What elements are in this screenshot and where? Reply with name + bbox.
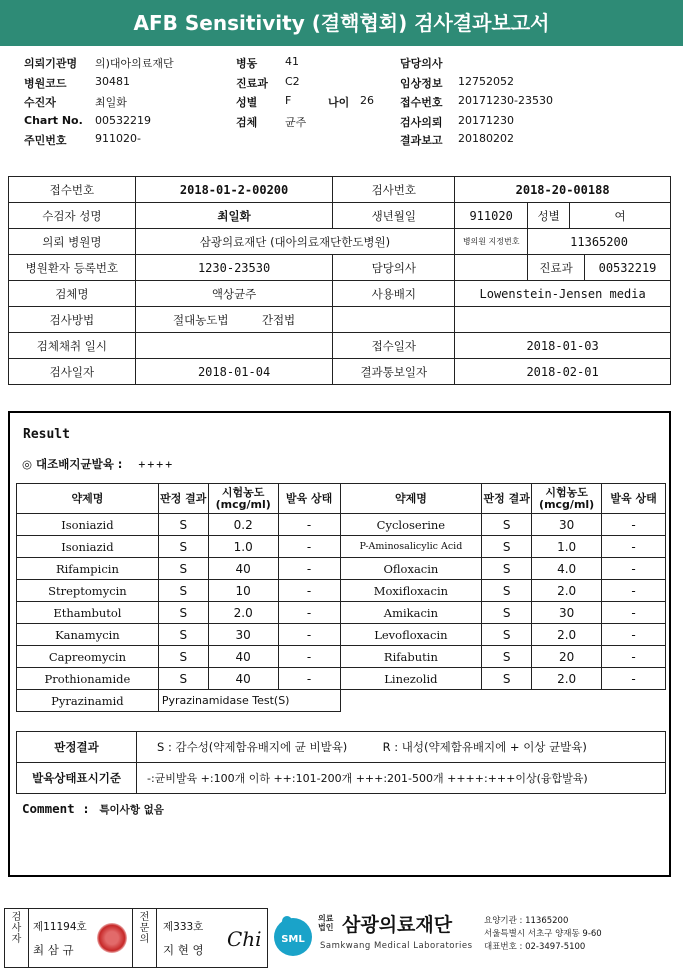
header-drug: 약제명 — [340, 484, 482, 514]
control-growth — [22, 456, 174, 472]
org-english: Samkwang Medical Laboratories — [320, 941, 473, 951]
header-label: 임상정보 — [400, 77, 443, 90]
judge-result: S — [482, 602, 532, 624]
growth-status: - — [602, 514, 666, 536]
header-label: Chart No. — [24, 114, 83, 127]
judge-result: S — [482, 580, 532, 602]
doctor — [455, 255, 528, 281]
label: 진료과 — [528, 255, 585, 281]
receipt-date: 2018-01-03 — [455, 333, 671, 359]
concentration: 2.0 — [532, 668, 602, 690]
drug-row — [17, 536, 666, 558]
legend-growth-label: 발육상태표시기준 — [17, 763, 137, 794]
control-label: ◎ 대조배지균발육 : — [22, 457, 123, 471]
growth-status: - — [602, 624, 666, 646]
pza-drug: Pyrazinamid — [17, 690, 159, 712]
header-judge: 판정 결과 — [158, 484, 208, 514]
report-date: 2018-02-01 — [455, 359, 671, 385]
drug-name: Capreomycin — [17, 646, 159, 668]
header-value: 41 — [285, 55, 299, 68]
header-value: 최일화 — [95, 96, 127, 109]
judge-result: S — [158, 536, 208, 558]
growth-status: - — [602, 536, 666, 558]
header-value: 20171230 — [458, 114, 514, 127]
header-value: 12752052 — [458, 75, 514, 88]
test-date: 2018-01-04 — [135, 359, 333, 385]
header-value: 20171230-23530 — [458, 94, 553, 107]
growth-status: - — [278, 580, 340, 602]
header-value: 의)대아의료재단 — [95, 57, 174, 70]
growth-status: - — [278, 602, 340, 624]
header-label: 검사의뢰 — [400, 116, 443, 129]
header-label: 병원코드 — [24, 77, 67, 90]
drug-row — [17, 558, 666, 580]
org-small: 의료 법인 — [318, 914, 334, 932]
blank — [455, 307, 671, 333]
hospital-name: 삼광의료재단 (대아의료재단한도병원) — [135, 229, 454, 255]
drug-name: Linezolid — [340, 668, 482, 690]
header-drug: 약제명 — [17, 484, 159, 514]
blank — [333, 307, 455, 333]
growth-status: - — [278, 558, 340, 580]
header-label: 나이 — [328, 96, 350, 109]
seal-stamp — [97, 923, 127, 953]
judge-result: S — [482, 558, 532, 580]
confirmer-cell — [157, 909, 267, 967]
header-label: 의뢰기관명 — [24, 57, 78, 70]
concentration: 4.0 — [532, 558, 602, 580]
drug-name: Isoniazid — [17, 536, 159, 558]
label: 검체명 — [9, 281, 136, 307]
method-indirect: 간접법 — [261, 312, 296, 327]
header-label: 병동 — [236, 57, 258, 70]
label: 의뢰 병원명 — [9, 229, 136, 255]
concentration: 1.0 — [208, 536, 278, 558]
drug-name: Rifampicin — [17, 558, 159, 580]
judge-result: S — [158, 558, 208, 580]
birth-date: 911020 — [455, 203, 528, 229]
sml-logo-icon — [272, 912, 314, 958]
control-value: ++++ — [138, 457, 175, 471]
drug-row — [17, 668, 666, 690]
concentration: 40 — [208, 558, 278, 580]
susceptibility-table — [16, 483, 666, 712]
test-method — [135, 307, 333, 333]
judge-result: S — [158, 602, 208, 624]
label: 병의원 지정번호 — [455, 229, 528, 255]
drug-name: Amikacin — [340, 602, 482, 624]
org-code: 요양기관 : 11365200 — [484, 916, 569, 926]
growth-status: - — [278, 668, 340, 690]
growth-status: - — [602, 580, 666, 602]
concentration: 20 — [532, 646, 602, 668]
drug-row — [17, 602, 666, 624]
label: 접수일자 — [333, 333, 455, 359]
legend-judge-label: 판정결과 — [17, 732, 137, 763]
medium: Lowenstein-Jensen media — [455, 281, 671, 307]
examiner-number: 제11194호 — [33, 921, 87, 933]
header-value: F — [285, 94, 292, 107]
label: 결과통보일자 — [333, 359, 455, 385]
header-conc: 시험농도 (mcg/ml) — [208, 484, 278, 514]
label: 사용배지 — [333, 281, 455, 307]
department: 00532219 — [585, 255, 671, 281]
blank — [340, 690, 666, 712]
label: 검사방법 — [9, 307, 136, 333]
header-label: 성별 — [236, 96, 258, 109]
header-label: 접수번호 — [400, 96, 443, 109]
header-judge: 판정 결과 — [482, 484, 532, 514]
concentration: 0.2 — [208, 514, 278, 536]
signature-block — [4, 908, 268, 968]
judge-result: S — [158, 580, 208, 602]
header-label: 검체 — [236, 116, 258, 129]
examiner-name: 최 삼 규 — [33, 943, 74, 957]
judge-result: S — [482, 536, 532, 558]
growth-status: - — [278, 536, 340, 558]
drug-row — [17, 514, 666, 536]
header-value: 26 — [360, 94, 374, 107]
examiner-label-cell — [5, 909, 29, 967]
drug-name: Cycloserine — [340, 514, 482, 536]
growth-status: - — [602, 558, 666, 580]
growth-status: - — [278, 624, 340, 646]
confirmer-label-cell — [133, 909, 157, 967]
comment-label: Comment : — [22, 801, 90, 816]
label: 병원환자 등록번호 — [9, 255, 136, 281]
legend-growth: -:균비발육 +:100개 이하 ++:101-200개 +++:201-500개 ++++:+++이상(융합발육) — [137, 763, 666, 794]
comment — [22, 801, 164, 817]
judge-result: S — [482, 646, 532, 668]
header-value: 20180202 — [458, 132, 514, 145]
concentration: 10 — [208, 580, 278, 602]
drug-name: Streptomycin — [17, 580, 159, 602]
concentration: 2.0 — [208, 602, 278, 624]
growth-status: - — [278, 646, 340, 668]
comment-text: 특이사항 없음 — [99, 804, 164, 816]
label: 검사번호 — [333, 177, 455, 203]
label: 성별 — [528, 203, 570, 229]
label: 검체채취 일시 — [9, 333, 136, 359]
label: 생년월일 — [333, 203, 455, 229]
judge-result: S — [158, 668, 208, 690]
concentration: 30 — [532, 602, 602, 624]
org-phone: 대표번호 : 02-3497-5100 — [484, 942, 586, 952]
header-growth: 발육 상태 — [278, 484, 340, 514]
method-absolute: 절대농도법 — [172, 312, 229, 327]
concentration: 1.0 — [532, 536, 602, 558]
specimen: 액상균주 — [135, 281, 333, 307]
header-value: 30481 — [95, 75, 130, 88]
examiner-label: 검 사 자 — [11, 912, 22, 945]
drug-name: Kanamycin — [17, 624, 159, 646]
header-conc: 시험농도 (mcg/ml) — [532, 484, 602, 514]
growth-status: - — [602, 602, 666, 624]
header-value: 911020- — [95, 132, 141, 145]
drug-name: P-Aminosalicylic Acid — [340, 536, 482, 558]
judge-result: S — [482, 624, 532, 646]
judge-result: S — [158, 646, 208, 668]
reception-number: 2018-01-2-00200 — [135, 177, 333, 203]
judge-result: S — [158, 624, 208, 646]
label: 검사일자 — [9, 359, 136, 385]
result-title: Result — [23, 427, 70, 442]
confirmer-label: 전 문 의 — [139, 912, 150, 945]
growth-status: - — [602, 646, 666, 668]
sex: 여 — [570, 203, 671, 229]
growth-status: - — [278, 514, 340, 536]
concentration: 30 — [208, 624, 278, 646]
legend-s: S : 감수성(약제함유배지에 균 비발육) — [157, 740, 348, 754]
header-value: 균주 — [285, 116, 307, 129]
header-label: 진료과 — [236, 77, 268, 90]
org-address: 서울특별시 서초구 양재동 9-60 — [484, 929, 602, 939]
report-title: AFB Sensitivity (결핵협회) 검사결과보고서 — [0, 0, 683, 46]
confirmer-number: 제333호 — [163, 921, 204, 933]
drug-row — [17, 646, 666, 668]
drug-name: Rifabutin — [340, 646, 482, 668]
header-value: C2 — [285, 75, 300, 88]
test-number: 2018-20-00188 — [455, 177, 671, 203]
signature: Chi — [227, 927, 262, 951]
judge-result: S — [482, 514, 532, 536]
label: 수검자 성명 — [9, 203, 136, 229]
org-info — [484, 915, 602, 954]
org-name: 삼광의료재단 — [342, 914, 453, 936]
drug-name: Prothionamide — [17, 668, 159, 690]
drug-name: Ofloxacin — [340, 558, 482, 580]
concentration: 2.0 — [532, 580, 602, 602]
drug-row — [17, 624, 666, 646]
label: 담당의사 — [333, 255, 455, 281]
concentration: 30 — [532, 514, 602, 536]
judge-result: S — [158, 514, 208, 536]
patient-registration: 1230-23530 — [135, 255, 333, 281]
result-section — [8, 411, 671, 877]
legend-table — [16, 731, 666, 794]
confirmer-name: 지 현 영 — [163, 943, 204, 957]
logo-text: SML — [281, 934, 305, 945]
concentration: 40 — [208, 668, 278, 690]
header-growth: 발육 상태 — [602, 484, 666, 514]
concentration: 2.0 — [532, 624, 602, 646]
drug-name: Levofloxacin — [340, 624, 482, 646]
label: 접수번호 — [9, 177, 136, 203]
judge-result: S — [482, 668, 532, 690]
hospital-code: 11365200 — [528, 229, 671, 255]
header-label: 결과보고 — [400, 134, 443, 147]
legend-r: R : 내성(약제함유배지에 + 이상 균발육) — [382, 740, 587, 754]
drug-name: Ethambutol — [17, 602, 159, 624]
header-label: 주민번호 — [24, 134, 67, 147]
patient-name: 최일화 — [135, 203, 333, 229]
drug-name: Isoniazid — [17, 514, 159, 536]
examiner-cell — [29, 909, 133, 967]
drug-row — [17, 580, 666, 602]
drug-name: Moxifloxacin — [340, 580, 482, 602]
growth-status: - — [602, 668, 666, 690]
request-info-table — [8, 176, 671, 385]
collect-date — [135, 333, 333, 359]
header-label: 수진자 — [24, 96, 56, 109]
pza-test: Pyrazinamidase Test(S) — [158, 690, 340, 712]
header-label: 담당의사 — [400, 57, 443, 70]
header-value: 00532219 — [95, 114, 151, 127]
legend-judge — [137, 732, 666, 763]
concentration: 40 — [208, 646, 278, 668]
